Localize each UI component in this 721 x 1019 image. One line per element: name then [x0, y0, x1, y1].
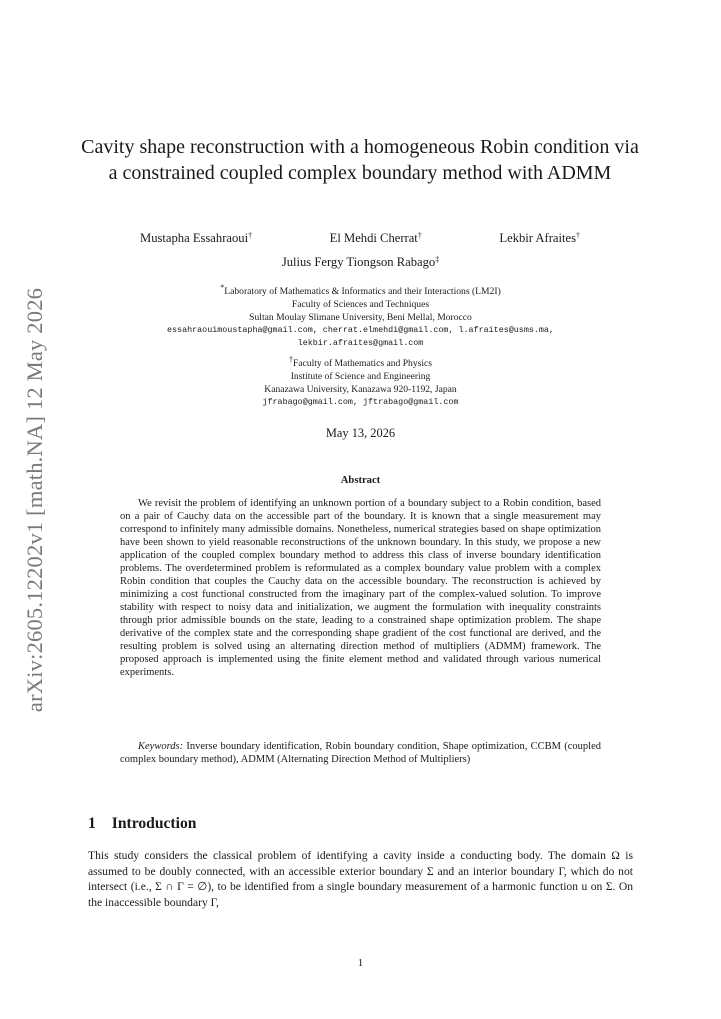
keywords-text: Inverse boundary identification, Robin boundary condition, Shape optimization, CCBM (coupled complex boundary method), ADMM (Alternating Direction Method of Multipliers): [120, 741, 602, 765]
abstract-text: We revisit the problem of identifying an unknown portion of a boundary subject to a Robin condition, based on a pair of Cauchy data on the accessible part of the boundary. It is known that a single measurement may correspond to infinitely many admissible domains. Nonetheless, numerical strategies based on shape optimization have been shown to yield reasonable reconstructions of the unknown boundary. In this study, we propose a new application of the coupled complex boundary method to address this class of inverse boundary identification problems. The overdetermined problem is reformulated as a complex boundary value problem with a complex Robin condition that couples the Cauchy data on the accessible boundary. The reconstruction is achieved by minimizing a cost functional constructed from the imaginary part of the complex-valued solution. To improve stability with respect to noisy data and initialization, we augment the formulation with inequality constraints through prior admissible bounds on the state, leading to a constrained shape optimization problem. The shape derivative of the complex state and the corresponding shape gradient of the cost functional are derived, and the resulting problem is solved using an alternating direction method of multipliers (ADMM) framework. The proposed approach is implemented using the finite element method and validated through various numerical experiments.: [120, 498, 601, 678]
intro-paragraph: This study considers the classical problem of identifying a cavity inside a conducting body. The domain Ω is assumed to be doubly connected, with an accessible exterior boundary Σ and an interior boundary Γ, which do not intersect (i.e., Σ ∩ Γ = ∅), to be identified from a single boundary measurement of a harmonic function u on Σ. On the inaccessible boundary Γ,: [88, 849, 633, 909]
arxiv-side-stamp: [18, 280, 52, 720]
author-2: El Mehdi Cherrat†: [329, 231, 422, 245]
keywords: [120, 740, 601, 766]
section-number: 1: [88, 815, 96, 832]
email-list-cont[interactable]: lekbir.afraites@gmail.com: [297, 338, 424, 348]
section-title: Introduction: [111, 815, 197, 832]
arxiv-identifier[interactable]: arXiv:2605.12202v1 [math.NA] 12 May 2026: [22, 287, 47, 713]
abstract-heading: Abstract: [340, 475, 381, 486]
author-1: Mustapha Essahraoui†: [140, 231, 253, 245]
affiliation-1: *Laboratory of Mathematics & Informatics and their Interactions (LM2I) Faculty of Sciences and Techniques Sultan Moulay Slimane University, Beni Mellal, Morocco essahraouimoustapha@gmail.com, cherrat.elmehdi@gmail.com, l.afraites@usms.ma, lekbir.afraites@gmail.com: [100, 285, 621, 350]
email-list-2[interactable]: jfrabago@gmail.com, jftrabago@gmail.com: [262, 397, 459, 407]
author-4: Julius Fergy Tiongson Rabago‡: [281, 255, 440, 269]
paper-title: Cavity shape reconstruction with a homogeneous Robin condition via a constrained coupled complex boundary method with ADMM: [81, 136, 639, 184]
page-number: 1: [357, 957, 364, 969]
authors-row: [140, 231, 580, 246]
keywords-label: Keywords:: [138, 741, 184, 752]
affiliation-2: †Faculty of Mathematics and Physics Institute of Science and Engineering Kanazawa University, Kanazawa 920-1192, Japan jfrabago@gmail.com, jftrabago@gmail.com: [100, 357, 621, 409]
author-3: Lekbir Afraites†: [499, 231, 580, 245]
email-list[interactable]: essahraouimoustapha@gmail.com, cherrat.elmehdi@gmail.com, l.afraites@usms.ma,: [167, 325, 554, 335]
section-heading: [88, 815, 196, 833]
paper-date: May 13, 2026: [325, 426, 396, 440]
